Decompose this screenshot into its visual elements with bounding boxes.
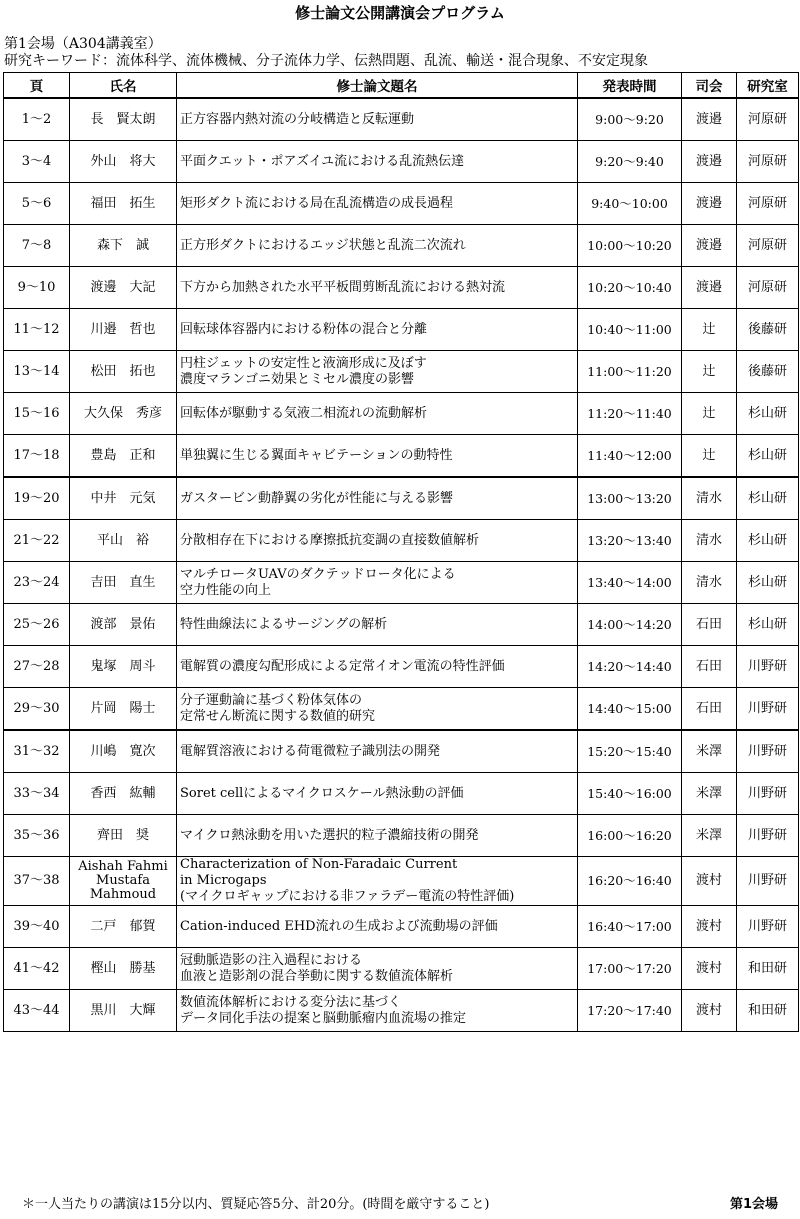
header-name: 氏名 (70, 73, 177, 99)
cell-time: 10:20～10:40 (578, 267, 682, 309)
cell-name: 松田 拓也 (70, 351, 177, 393)
cell-lab: 杉山研 (737, 520, 799, 562)
cell-lab: 河原研 (737, 141, 799, 183)
cell-page: 3～4 (4, 141, 70, 183)
cell-name: 長 賢太朗 (70, 98, 177, 141)
cell-lab: 川野研 (737, 646, 799, 688)
table-row (4, 990, 799, 1032)
cell-time: 14:20～14:40 (578, 646, 682, 688)
cell-chair: 石田 (682, 688, 737, 731)
cell-lab: 後藤研 (737, 309, 799, 351)
cell-thesis-title: 電解質溶液における荷電微粒子識別法の開発 (177, 730, 578, 773)
cell-page: 5～6 (4, 183, 70, 225)
cell-name: 片岡 陽士 (70, 688, 177, 731)
table-row (4, 773, 799, 815)
cell-page: 15～16 (4, 393, 70, 435)
cell-name: 森下 誠 (70, 225, 177, 267)
cell-time: 13:00～13:20 (578, 477, 682, 520)
header-lab: 研究室 (737, 73, 799, 99)
cell-lab: 杉山研 (737, 604, 799, 646)
table-row (4, 562, 799, 604)
cell-chair: 清水 (682, 477, 737, 520)
cell-page: 35～36 (4, 815, 70, 857)
cell-thesis-title: 正方形ダクトにおけるエッジ状態と乱流二次流れ (177, 225, 578, 267)
cell-name: 齊田 奨 (70, 815, 177, 857)
cell-name: 中井 元気 (70, 477, 177, 520)
cell-chair: 米澤 (682, 773, 737, 815)
cell-thesis-title: マイクロ熱泳動を用いた選択的粒子濃縮技術の開発 (177, 815, 578, 857)
table-row (4, 815, 799, 857)
cell-time: 16:20～16:40 (578, 857, 682, 906)
cell-name: 樫山 勝基 (70, 948, 177, 990)
cell-page: 27～28 (4, 646, 70, 688)
cell-page: 39～40 (4, 906, 70, 948)
cell-name: 香西 紘輔 (70, 773, 177, 815)
cell-thesis-title: 正方容器内熱対流の分岐構造と反転運動 (177, 98, 578, 141)
page-title: 修士論文公開講演会プログラム (295, 4, 505, 22)
cell-chair: 渡邉 (682, 183, 737, 225)
table-row (4, 98, 799, 141)
table-body (4, 98, 799, 1032)
footer-note: ＊一人当たりの講演は15分以内、質疑応答5分、計20分。(時間を厳守すること) (22, 1197, 490, 1212)
table-row (4, 435, 799, 478)
table-row (4, 688, 799, 731)
cell-page: 23～24 (4, 562, 70, 604)
cell-lab: 杉山研 (737, 393, 799, 435)
cell-chair: 辻 (682, 435, 737, 478)
table-row (4, 477, 799, 520)
cell-lab: 杉山研 (737, 562, 799, 604)
cell-time: 10:00～10:20 (578, 225, 682, 267)
cell-time: 13:40～14:00 (578, 562, 682, 604)
cell-thesis-title: 平面クエット・ポアズイユ流における乱流熱伝達 (177, 141, 578, 183)
cell-thesis-title: Cation-induced EHD流れの生成および流動場の評価 (177, 906, 578, 948)
table-row (4, 604, 799, 646)
header-page: 頁 (4, 73, 70, 99)
cell-chair: 渡村 (682, 906, 737, 948)
table-row (4, 267, 799, 309)
cell-name: 吉田 直生 (70, 562, 177, 604)
cell-lab: 和田研 (737, 990, 799, 1032)
cell-time: 16:00～16:20 (578, 815, 682, 857)
table-row (4, 520, 799, 562)
cell-thesis-title: 回転球体容器内における粉体の混合と分離 (177, 309, 578, 351)
cell-name: 平山 裕 (70, 520, 177, 562)
cell-thesis-title: 回転体が駆動する気液二相流れの流動解析 (177, 393, 578, 435)
cell-thesis-title: 分散相存在下における摩擦抵抗変調の直接数値解析 (177, 520, 578, 562)
header-chair: 司会 (682, 73, 737, 99)
table-row (4, 646, 799, 688)
program-table (3, 72, 799, 1032)
cell-time: 11:40～12:00 (578, 435, 682, 478)
cell-page: 19～20 (4, 477, 70, 520)
cell-chair: 渡村 (682, 990, 737, 1032)
cell-lab: 川野研 (737, 906, 799, 948)
cell-lab: 杉山研 (737, 435, 799, 478)
cell-lab: 川野研 (737, 688, 799, 731)
cell-page: 1～2 (4, 98, 70, 141)
cell-chair: 渡邉 (682, 141, 737, 183)
cell-page: 25～26 (4, 604, 70, 646)
table-row (4, 225, 799, 267)
cell-page: 31～32 (4, 730, 70, 773)
cell-page: 29～30 (4, 688, 70, 731)
cell-time: 17:00～17:20 (578, 948, 682, 990)
cell-name: 豊島 正和 (70, 435, 177, 478)
table-row (4, 309, 799, 351)
cell-thesis-title: ガスタービン動静翼の劣化が性能に与える影響 (177, 477, 578, 520)
cell-name: 川嶋 寛次 (70, 730, 177, 773)
cell-time: 9:40～10:00 (578, 183, 682, 225)
cell-time: 15:20～15:40 (578, 730, 682, 773)
cell-chair: 渡邉 (682, 98, 737, 141)
cell-thesis-title: 円柱ジェットの安定性と液滴形成に及ぼす 濃度マランゴニ効果とミセル濃度の影響 (177, 351, 578, 393)
cell-lab: 和田研 (737, 948, 799, 990)
cell-name: 渡部 景佑 (70, 604, 177, 646)
cell-name: 二戸 郁賀 (70, 906, 177, 948)
cell-lab: 河原研 (737, 183, 799, 225)
header-time: 発表時間 (578, 73, 682, 99)
cell-thesis-title: Soret cellによるマイクロスケール熱泳動の評価 (177, 773, 578, 815)
cell-name: 渡邊 大記 (70, 267, 177, 309)
cell-time: 15:40～16:00 (578, 773, 682, 815)
header-thesis-title: 修士論文題名 (177, 73, 578, 99)
cell-time: 11:20～11:40 (578, 393, 682, 435)
cell-thesis-title: 電解質の濃度勾配形成による定常イオン電流の特性評価 (177, 646, 578, 688)
cell-chair: 辻 (682, 309, 737, 351)
cell-time: 9:00～9:20 (578, 98, 682, 141)
cell-thesis-title: 冠動脈造影の注入過程における 血液と造影剤の混合挙動に関する数値流体解析 (177, 948, 578, 990)
cell-thesis-title: 矩形ダクト流における局在乱流構造の成長過程 (177, 183, 578, 225)
table-row (4, 393, 799, 435)
table-row (4, 857, 799, 906)
cell-time: 16:40～17:00 (578, 906, 682, 948)
cell-name: 外山 将大 (70, 141, 177, 183)
cell-chair: 辻 (682, 351, 737, 393)
cell-page: 43～44 (4, 990, 70, 1032)
cell-lab: 川野研 (737, 773, 799, 815)
table-row (4, 141, 799, 183)
cell-lab: 川野研 (737, 730, 799, 773)
cell-name: 黒川 大輝 (70, 990, 177, 1032)
cell-page: 41～42 (4, 948, 70, 990)
table-row (4, 906, 799, 948)
cell-name: 大久保 秀彦 (70, 393, 177, 435)
cell-page: 17～18 (4, 435, 70, 478)
cell-name: 鬼塚 周斗 (70, 646, 177, 688)
cell-chair: 辻 (682, 393, 737, 435)
cell-lab: 川野研 (737, 815, 799, 857)
cell-name: 川邉 哲也 (70, 309, 177, 351)
cell-time: 14:40～15:00 (578, 688, 682, 731)
cell-thesis-title: 単独翼に生じる翼面キャビテーションの動特性 (177, 435, 578, 478)
cell-time: 11:00～11:20 (578, 351, 682, 393)
cell-lab: 杉山研 (737, 477, 799, 520)
table-row (4, 351, 799, 393)
cell-page: 9～10 (4, 267, 70, 309)
cell-thesis-title: Characterization of Non-Faradaic Current in Microgaps (マイクロギャップにおける非ファラデー電流の特性評価) (177, 857, 578, 906)
footer-venue: 第1会場 (729, 1197, 778, 1212)
cell-lab: 後藤研 (737, 351, 799, 393)
cell-page: 11～12 (4, 309, 70, 351)
cell-time: 13:20～13:40 (578, 520, 682, 562)
cell-thesis-title: 数値流体解析における変分法に基づく データ同化手法の提案と脳動脈瘤内血流場の推定 (177, 990, 578, 1032)
table-row (4, 730, 799, 773)
cell-chair: 渡村 (682, 948, 737, 990)
cell-name: 福田 拓生 (70, 183, 177, 225)
cell-time: 14:00～14:20 (578, 604, 682, 646)
cell-chair: 清水 (682, 562, 737, 604)
cell-chair: 渡邉 (682, 267, 737, 309)
cell-page: 33～34 (4, 773, 70, 815)
cell-page: 21～22 (4, 520, 70, 562)
cell-chair: 清水 (682, 520, 737, 562)
cell-time: 9:20～9:40 (578, 141, 682, 183)
cell-thesis-title: 特性曲線法によるサージングの解析 (177, 604, 578, 646)
table-row (4, 948, 799, 990)
cell-page: 37～38 (4, 857, 70, 906)
cell-chair: 米澤 (682, 815, 737, 857)
research-keywords: 研究キーワード：流体科学、流体機械、分子流体力学、伝熱問題、乱流、輸送・混合現象、不安定現象 (4, 53, 648, 69)
venue-label: 第1会場（A304講義室） (4, 36, 162, 52)
cell-page: 7～8 (4, 225, 70, 267)
cell-lab: 河原研 (737, 225, 799, 267)
cell-page: 13～14 (4, 351, 70, 393)
cell-chair: 石田 (682, 604, 737, 646)
cell-lab: 川野研 (737, 857, 799, 906)
table-header-row (4, 73, 799, 99)
cell-name: Aishah Fahmi Mustafa Mahmoud (70, 857, 177, 906)
cell-lab: 河原研 (737, 98, 799, 141)
cell-thesis-title: 分子運動論に基づく粉体気体の 定常せん断流に関する数値的研究 (177, 688, 578, 731)
cell-chair: 渡邉 (682, 225, 737, 267)
cell-lab: 河原研 (737, 267, 799, 309)
cell-time: 17:20～17:40 (578, 990, 682, 1032)
cell-time: 10:40～11:00 (578, 309, 682, 351)
cell-chair: 渡村 (682, 857, 737, 906)
cell-chair: 米澤 (682, 730, 737, 773)
cell-thesis-title: マルチロータUAVのダクテッドロータ化による 空力性能の向上 (177, 562, 578, 604)
cell-chair: 石田 (682, 646, 737, 688)
table-row (4, 183, 799, 225)
cell-thesis-title: 下方から加熱された水平平板間剪断乱流における熱対流 (177, 267, 578, 309)
